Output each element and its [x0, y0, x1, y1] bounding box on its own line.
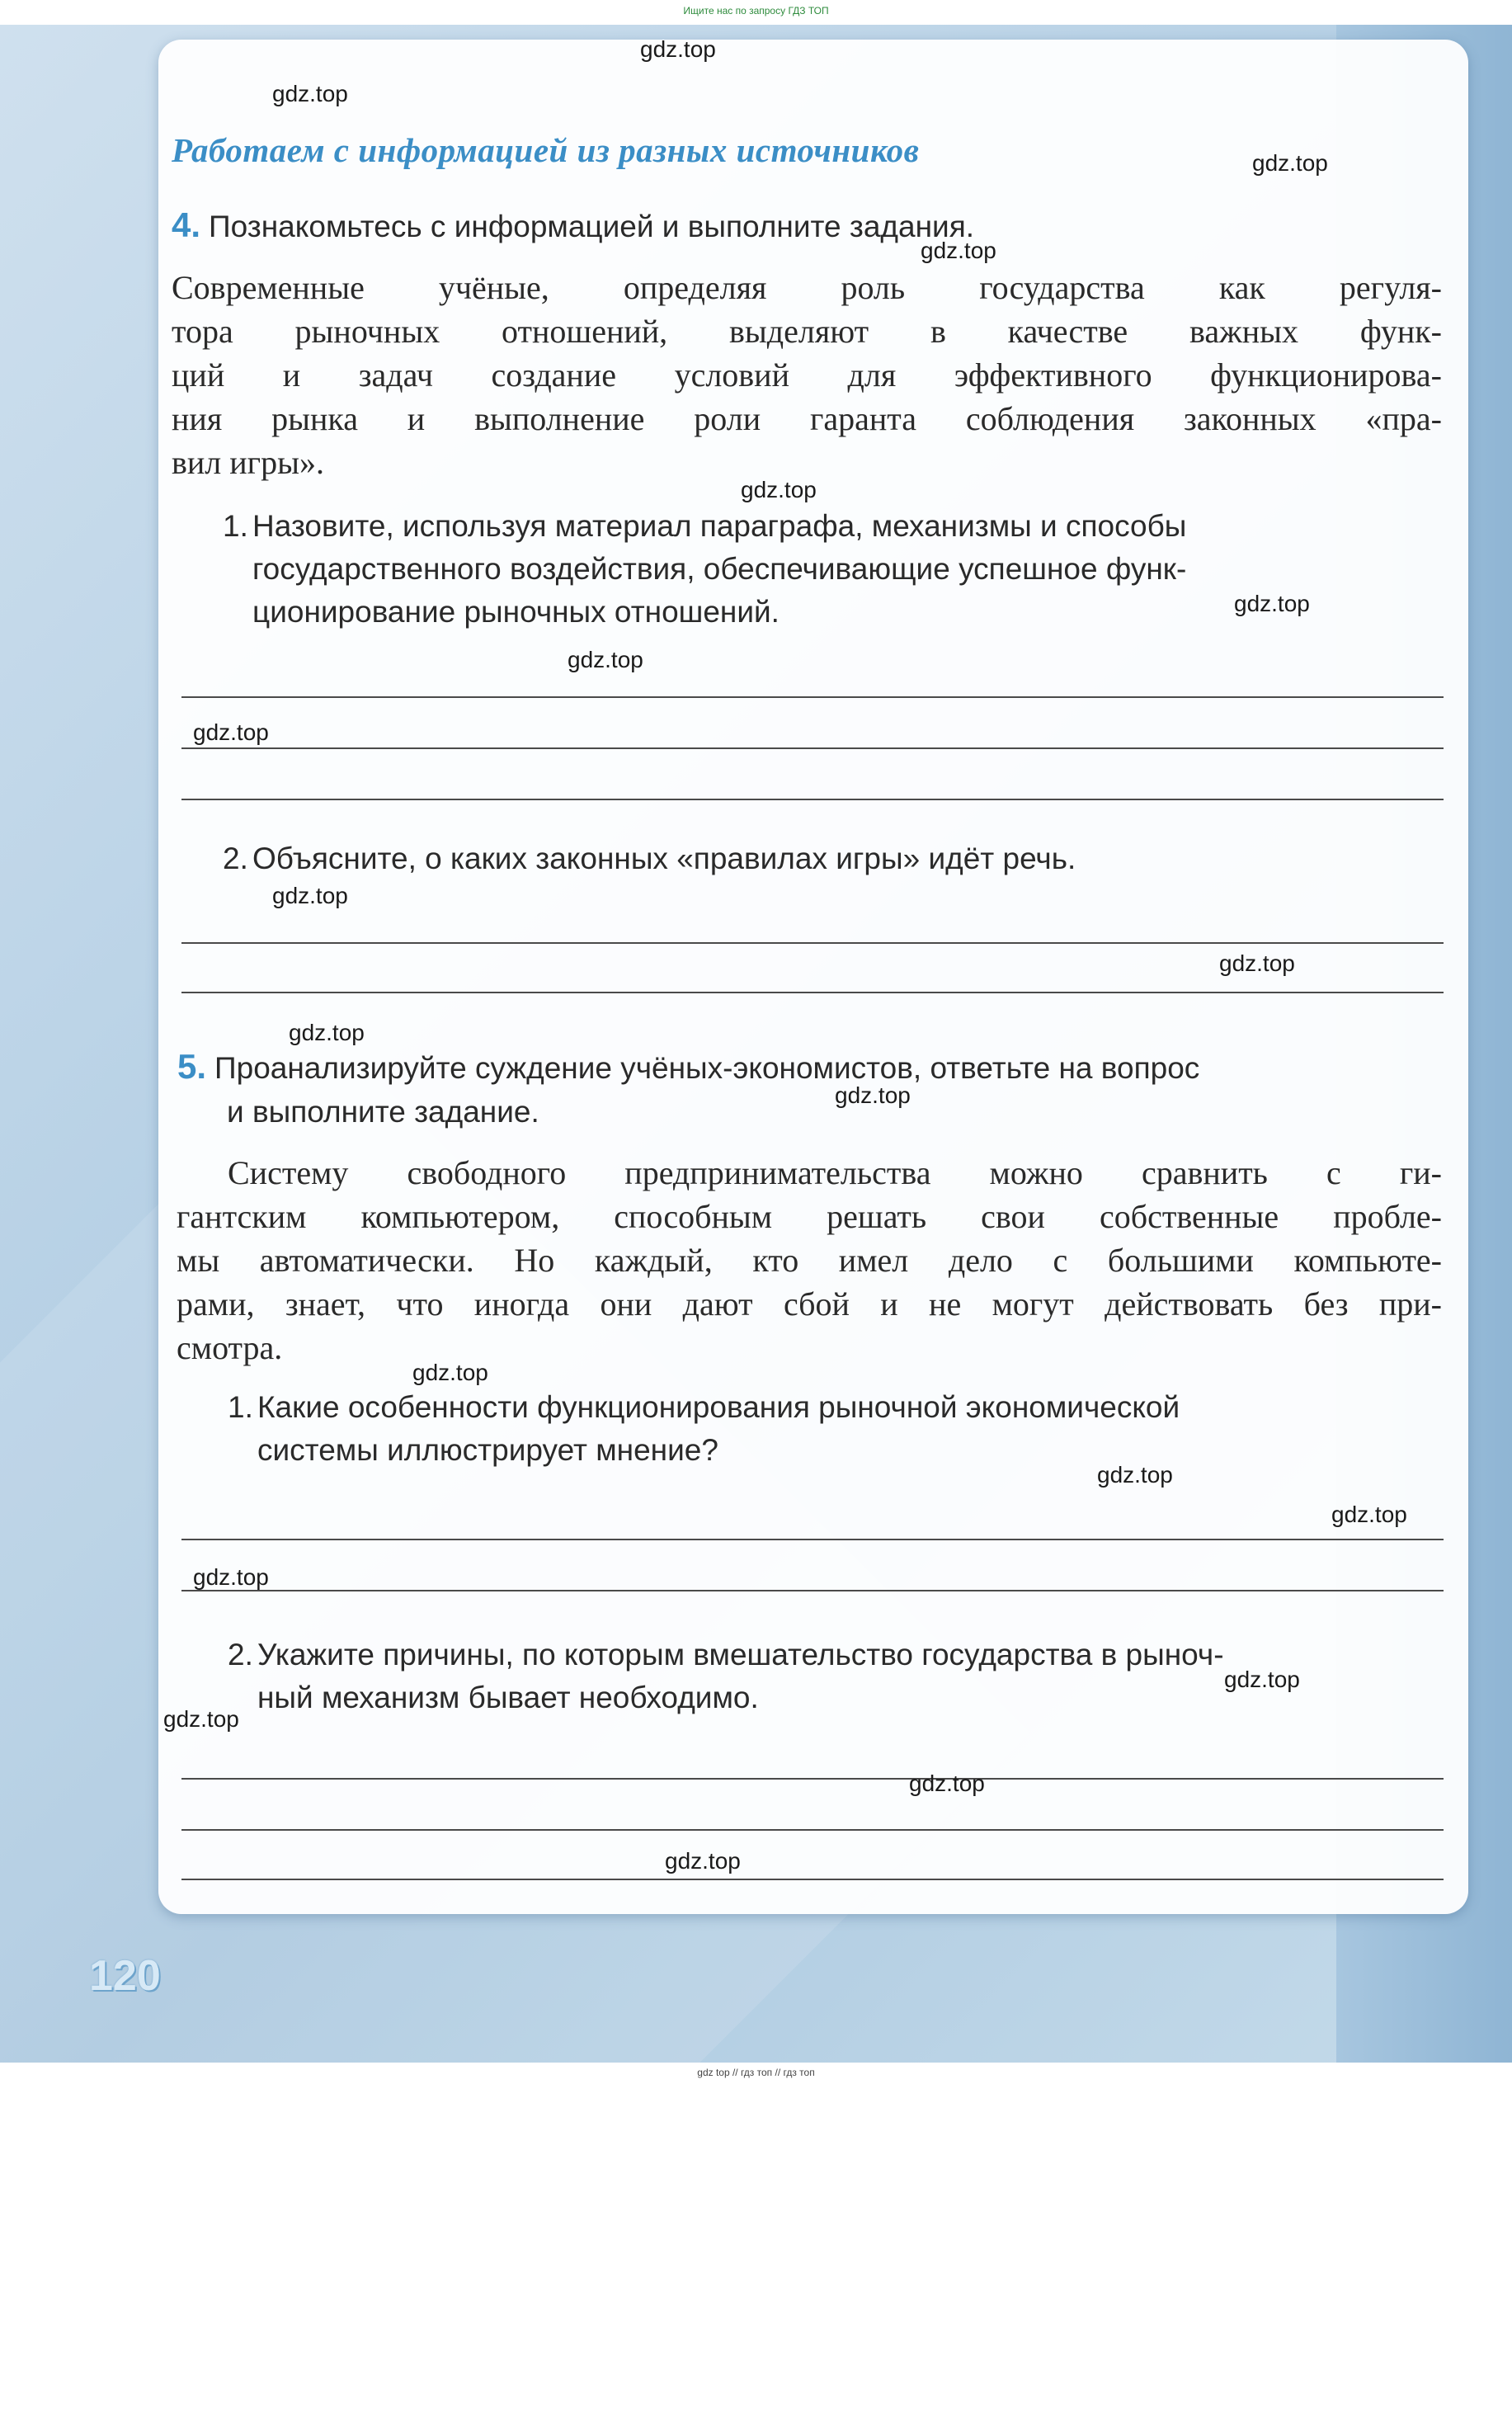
question-line: Какие особенности функционирования рыночной экономической: [257, 1390, 1180, 1424]
task5-question-1: [228, 1386, 1444, 1472]
quote-line: смотра.: [177, 1329, 283, 1366]
question-line: государственного воздействия, обеспечивающие успешное функ-: [252, 552, 1187, 586]
task4-quote: [172, 266, 1442, 484]
watermark: gdz.top: [193, 719, 269, 745]
task5-instruction-line: и выполните задание.: [227, 1095, 539, 1129]
watermark: gdz.top: [835, 1082, 911, 1108]
question-line: ционирование рыночных отношений.: [252, 595, 780, 629]
watermark: gdz.top: [1097, 1462, 1173, 1488]
answer-line[interactable]: [181, 747, 1444, 749]
answer-line[interactable]: [181, 1539, 1444, 1540]
section-title: Работаем с информацией из разных источников: [172, 131, 920, 169]
answer-line[interactable]: [181, 1829, 1444, 1831]
watermark: gdz.top: [1234, 591, 1310, 616]
quote-line: ния рынка и выполнение роли гаранта соблюдения законных «пра-: [172, 400, 1442, 437]
watermark: gdz.top: [163, 1706, 239, 1732]
bottom-note: gdz top // гдз топ // гдз топ: [697, 2067, 815, 2078]
task4-heading: [172, 203, 974, 248]
watermark: gdz.top: [921, 238, 996, 263]
quote-line: Систему свободного предпринимательства можно сравнить с ги-: [228, 1154, 1442, 1191]
answer-line[interactable]: [181, 799, 1444, 800]
answer-line[interactable]: [181, 1590, 1444, 1591]
watermark: gdz.top: [568, 647, 643, 672]
quote-line: мы автоматически. Но каждый, кто имел дело с большими компьюте-: [177, 1242, 1442, 1279]
watermark: gdz.top: [412, 1360, 488, 1385]
top-note: Ищите нас по запросу ГДЗ ТОП: [683, 5, 829, 17]
watermark: gdz.top: [640, 36, 716, 62]
quote-line: тора рыночных отношений, выделяют в качестве важных функ-: [172, 313, 1442, 350]
answer-line[interactable]: [181, 696, 1444, 698]
answer-line[interactable]: [181, 1778, 1444, 1780]
watermark: gdz.top: [289, 1020, 365, 1045]
question-number: 2.: [223, 842, 248, 875]
watermark: gdz.top: [741, 477, 817, 502]
question-number: 1.: [228, 1390, 253, 1424]
task5-instruction-line: Проанализируйте суждение учёных-экономистов, ответьте на вопрос: [214, 1051, 1200, 1085]
question-line: Назовите, используя материал параграфа, механизмы и способы: [252, 509, 1187, 543]
task5-quote: [177, 1151, 1442, 1370]
question-line: Объясните, о каких законных «правилах игры» идёт речь.: [252, 842, 1076, 875]
watermark: gdz.top: [665, 1848, 741, 1874]
quote-line: вил игры».: [172, 444, 324, 481]
page-number: 120: [89, 1952, 161, 2000]
answer-line[interactable]: [181, 1879, 1444, 1880]
answer-line[interactable]: [181, 992, 1444, 993]
question-number: 2.: [228, 1638, 253, 1672]
question-line: Укажите причины, по которым вмешательство государства в рыноч-: [257, 1638, 1224, 1672]
task5-heading: [177, 1044, 1448, 1134]
task4-number: 4.: [172, 205, 201, 244]
quote-line: рами, знает, что иногда они дают сбой и не могут действовать без при-: [177, 1285, 1442, 1323]
watermark: gdz.top: [1331, 1502, 1407, 1527]
quote-line: ций и задач создание условий для эффективного функционирова-: [172, 356, 1442, 394]
task4-question-2: [223, 837, 1444, 880]
question-line: системы иллюстрирует мнение?: [257, 1433, 718, 1467]
watermark: gdz.top: [1224, 1667, 1300, 1692]
quote-line: Современные учёные, определяя роль государства как регуля-: [172, 269, 1442, 306]
watermark: gdz.top: [193, 1564, 269, 1590]
answer-line[interactable]: [181, 942, 1444, 944]
task5-number: 5.: [177, 1047, 207, 1086]
watermark: gdz.top: [272, 883, 348, 908]
question-number: 1.: [223, 509, 248, 543]
watermark: gdz.top: [272, 81, 348, 106]
watermark: gdz.top: [1252, 150, 1328, 176]
quote-line: гантским компьютером, способным решать свои собственные пробле-: [177, 1198, 1442, 1235]
watermark: gdz.top: [1219, 950, 1295, 976]
task4-instruction: Познакомьтесь с информацией и выполните задания.: [209, 210, 975, 243]
question-line: ный механизм бывает необходимо.: [257, 1681, 759, 1714]
watermark: gdz.top: [909, 1771, 985, 1796]
